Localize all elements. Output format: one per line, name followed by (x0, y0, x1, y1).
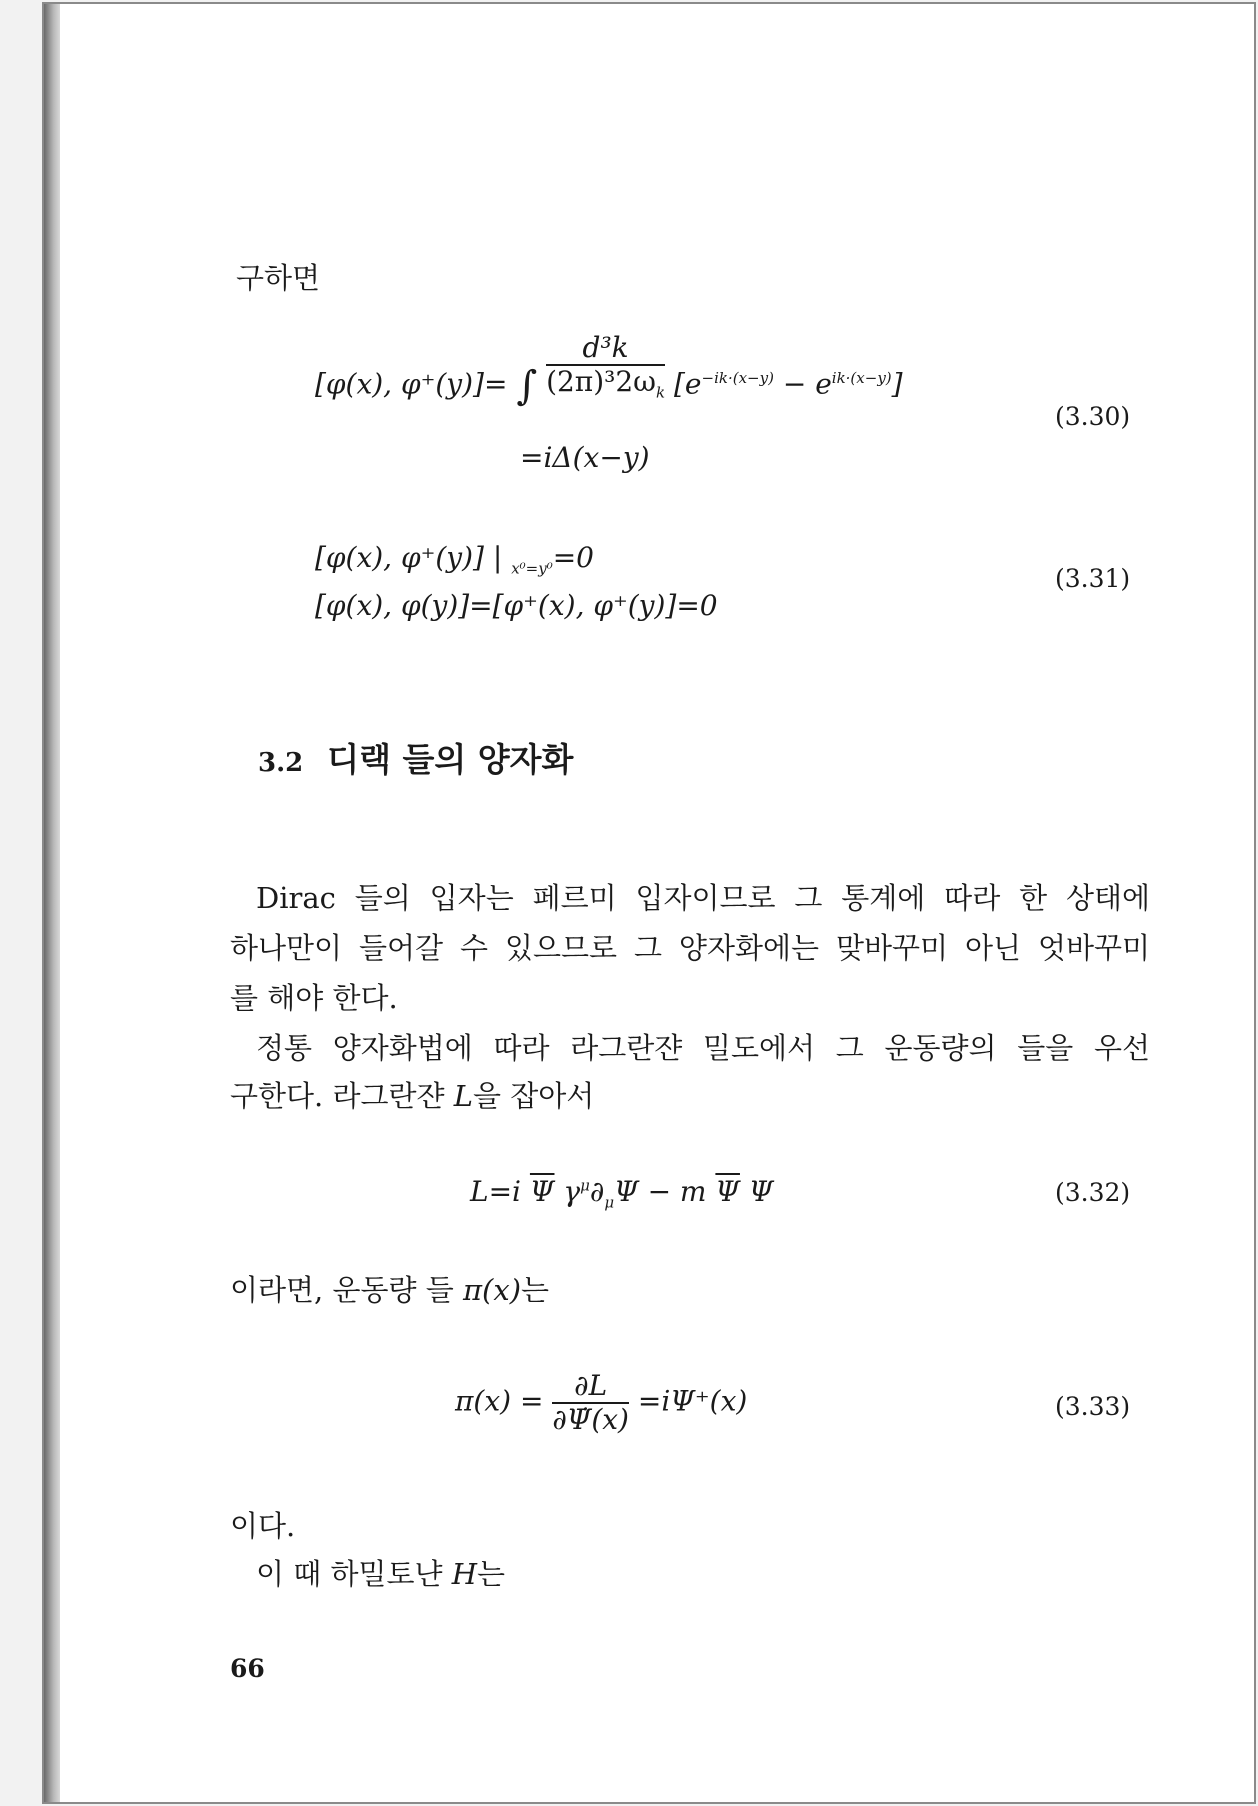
eq-3-32-partial-sub: μ (604, 1193, 615, 1212)
eq-3-32-gamma-sup: μ (580, 1176, 590, 1195)
section-heading (258, 734, 573, 781)
eq-3-30-lhs: [φ(x), φ⁺(y)]= (315, 367, 508, 401)
eq-3-32-psi-2: Ψ (739, 1175, 774, 1208)
eq-3-31-line1-b: =0 (552, 541, 594, 574)
eq-3-30-bracket-open: [e (674, 367, 702, 401)
line-after-3-32-text: 이라면, 운동량 들 (230, 1273, 463, 1307)
eq-3-30-number: (3.30) (1055, 402, 1131, 431)
eq-3-30-line1 (315, 330, 903, 409)
book-spine (44, 4, 60, 1802)
eq-3-30-bracket-close: ] (891, 367, 903, 401)
eq-3-32-psi: Ψ − m (614, 1175, 716, 1208)
eq-3-32-lhs: L=i (470, 1175, 530, 1208)
line-after-3-32-end: 는 (521, 1273, 550, 1307)
line-hamiltonian-end: 는 (477, 1557, 506, 1591)
paragraph-1-line-2: 하나만이 들어갈 수 있으므로 그 양자화에는 맞바꾸미 아닌 엇바꾸미 (230, 931, 1150, 965)
section-number: 3.2 (258, 748, 304, 778)
paragraph-1-line-1: Dirac 들의 입자는 페르미 입자이므로 그 통계에 따라 한 상태에 (256, 881, 1150, 915)
eq-3-30-minus: − e (773, 367, 832, 401)
book-page (60, 4, 1254, 1802)
page-number: 66 (230, 1654, 265, 1683)
intro-line: 구하면 (236, 261, 321, 295)
eq-3-30-line2: =iΔ(x−y) (520, 441, 650, 474)
eq-3-33-expr (455, 1369, 748, 1436)
eq-3-30-den-sub: k (656, 383, 666, 402)
paragraph-2-line-2 (230, 1079, 595, 1113)
eq-3-30-fraction (546, 330, 666, 402)
section-title: 디랙 들의 양자화 (327, 740, 574, 779)
line-after-3-32 (230, 1273, 550, 1307)
integral-sign: ∫ (516, 363, 538, 409)
eq-3-30-exp1: −ik·(x−y) (701, 369, 774, 388)
paragraph-1-line-3: 를 해야 한다. (230, 981, 398, 1015)
eq-3-33-denominator: ∂Ψ̇(x) (552, 1403, 629, 1436)
paragraph-2-line-1: 정통 양자화법에 따라 라그란쟌 밀도에서 그 운동량의 들을 우선 (256, 1031, 1150, 1065)
eq-3-31-line2: [φ(x), φ(y)]=[φ⁺(x), φ⁺(y)]=0 (315, 589, 718, 622)
paragraph-2-line-2-end: 을 잡아서 (473, 1079, 595, 1113)
eq-3-32-partial: ∂ (589, 1175, 605, 1208)
eq-3-32-number: (3.32) (1055, 1178, 1131, 1207)
eq-3-32-psibar-1: $\overline{\Psi}$ (529, 1175, 555, 1208)
eq-3-31-line1-a: [φ(x), φ⁺(y)] | (315, 541, 512, 574)
eq-3-32-expr (470, 1175, 774, 1212)
eq-3-32-psibar-2: $\overline{\Psi}$ (715, 1175, 740, 1208)
variable-L: L (453, 1079, 474, 1113)
eq-3-33-number: (3.33) (1055, 1392, 1131, 1421)
line-hamiltonian (256, 1557, 506, 1591)
eq-3-33-lhs: π(x) = (455, 1384, 544, 1418)
eq-3-33-fraction (552, 1369, 629, 1436)
eq-3-30-numerator: d³k (546, 334, 665, 366)
eq-3-32-gamma: γ (554, 1175, 581, 1208)
eq-3-31-number: (3.31) (1055, 564, 1131, 593)
line-hamiltonian-text: 이 때 하밀토냔 (256, 1557, 452, 1591)
eq-3-33-rhs: =iΨ⁺(x) (637, 1384, 748, 1418)
eq-3-31-line1 (315, 541, 594, 578)
eq-3-30-denominator: (2π)³2ω (546, 364, 656, 398)
variable-pi-x: π(x) (462, 1273, 522, 1307)
line-idah: 이다. (230, 1509, 296, 1543)
eq-3-30-exp2: ik·(x−y) (831, 369, 892, 388)
paragraph-2-line-2-text: 구한다. 라그란쟌 (230, 1079, 454, 1113)
eq-3-31-line1-sub: x⁰=y⁰ (511, 559, 553, 578)
variable-H: H (451, 1557, 478, 1591)
eq-3-33-numerator: ∂L (552, 1372, 629, 1404)
